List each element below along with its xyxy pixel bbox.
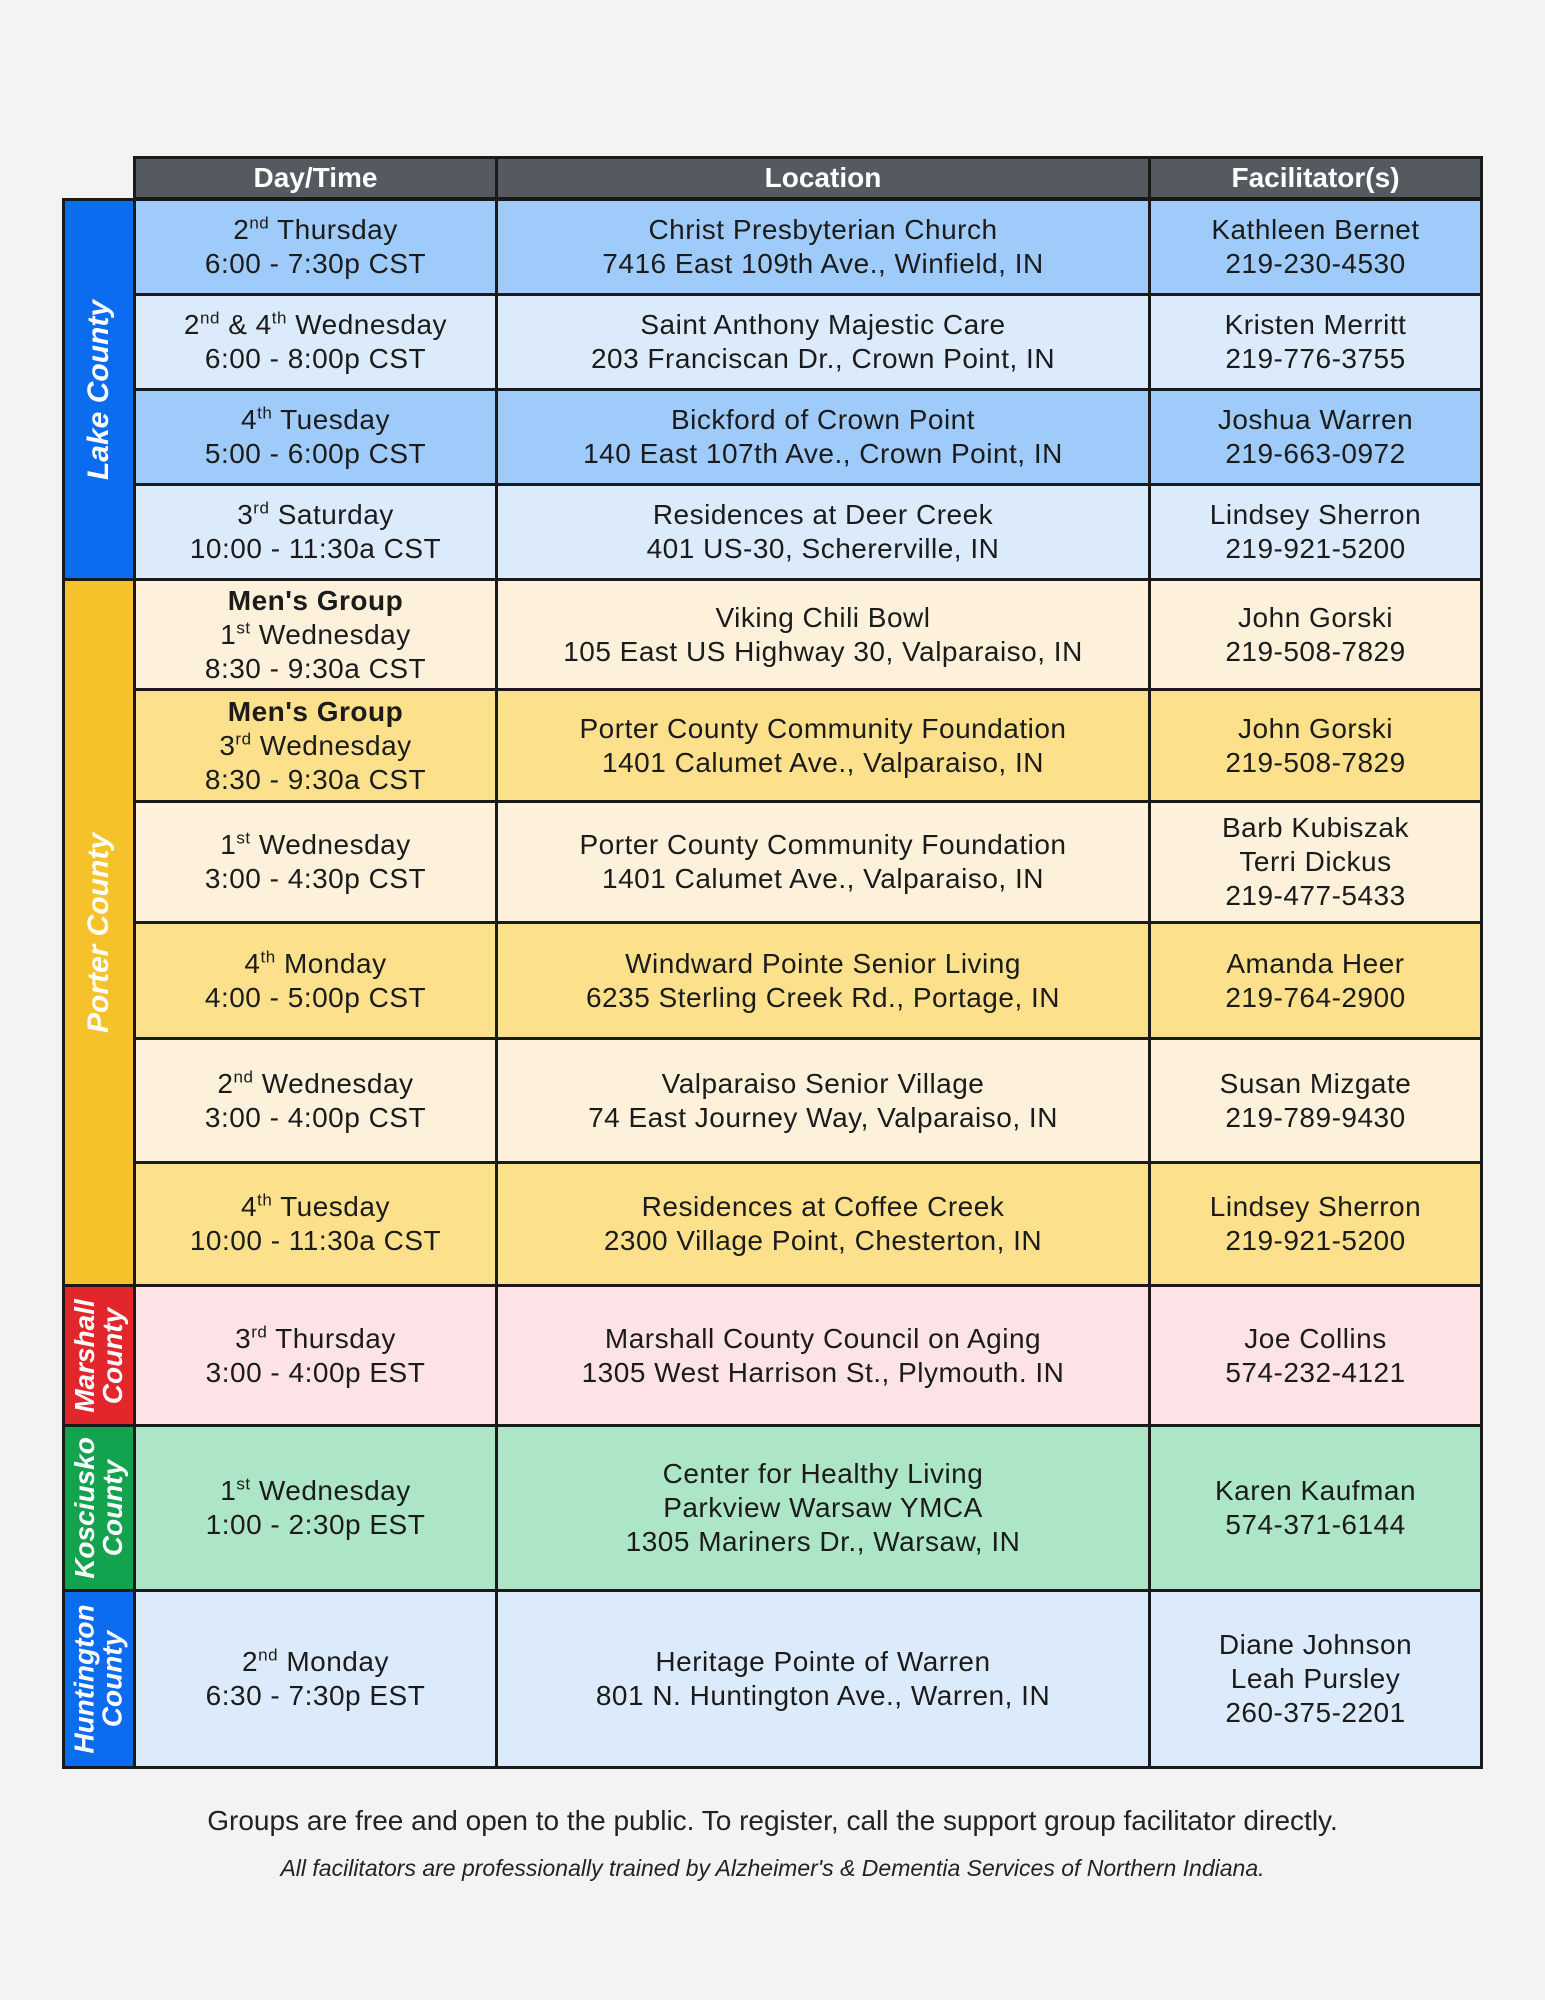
meeting-day xyxy=(233,213,398,247)
ordinal-suffix: nd xyxy=(200,308,220,328)
meeting-time: 6:30 - 7:30p EST xyxy=(205,1680,426,1711)
ordinal-suffix: rd xyxy=(251,1322,268,1342)
county-label-line: Huntington xyxy=(69,1604,100,1754)
location-cell xyxy=(495,578,1151,691)
venue-name: Center for Healthy Living xyxy=(662,1458,984,1489)
venue-name: Bickford of Crown Point xyxy=(670,404,976,435)
ordinal-suffix: th xyxy=(257,403,273,423)
facilitator-name: Karen Kaufman xyxy=(1214,1475,1417,1506)
ordinal-number: & 4 xyxy=(219,309,272,340)
ordinal-number: 2 xyxy=(242,1646,259,1677)
phone-number: 219-230-4530 xyxy=(1225,248,1406,279)
day-time-cell xyxy=(133,1161,498,1287)
meeting-time: 8:30 - 9:30a CST xyxy=(204,763,427,795)
facilitator-cell xyxy=(1148,921,1483,1040)
facilitator-cell xyxy=(1148,1284,1483,1427)
day-time-cell xyxy=(133,1284,498,1427)
phone-number: 219-508-7829 xyxy=(1225,635,1406,667)
weekday: Tuesday xyxy=(272,404,390,435)
meeting-time: 10:00 - 11:30a CST xyxy=(189,533,442,564)
phone-number: 219-663-0972 xyxy=(1225,438,1406,469)
ordinal-number: 2 xyxy=(183,309,200,340)
phone-number: 260-375-2201 xyxy=(1225,1697,1406,1728)
phone-number: 219-921-5200 xyxy=(1225,533,1406,564)
weekday: Monday xyxy=(278,1646,389,1677)
ordinal-suffix: th xyxy=(260,947,276,967)
meeting-time: 3:00 - 4:00p CST xyxy=(204,1101,427,1133)
meeting-day xyxy=(242,1645,389,1679)
day-time-cell xyxy=(133,1424,498,1592)
county-label-line: County xyxy=(97,1459,129,1557)
meeting-day xyxy=(235,1322,396,1356)
ordinal-number: 2 xyxy=(233,214,250,245)
venue-name: Saint Anthony Majestic Care xyxy=(640,309,1006,340)
meeting-day xyxy=(237,498,394,532)
footer-credit: All facilitators are professionally trained by Alzheimer's & Dementia Services of Northern Indiana. xyxy=(280,1855,1265,1881)
venue-name: Valparaiso Senior Village xyxy=(661,1067,985,1099)
venue-name: Porter County Community Foundation xyxy=(579,712,1067,744)
footer-note: Groups are free and open to the public. To register, call the support group facilitator directly. xyxy=(207,1805,1338,1836)
day-time-cell xyxy=(133,1589,498,1769)
facilitator-name: Kristen Merritt xyxy=(1224,309,1407,340)
meeting-time: 5:00 - 6:00p CST xyxy=(204,438,427,469)
day-time-cell xyxy=(133,198,498,296)
ordinal-suffix: th xyxy=(257,1190,273,1210)
venue-name: Residences at Coffee Creek xyxy=(641,1191,1005,1222)
phone-number: 219-921-5200 xyxy=(1225,1225,1406,1256)
address-line: 801 N. Huntington Ave., Warren, IN xyxy=(595,1680,1051,1711)
venue-name: Christ Presbyterian Church xyxy=(648,214,998,245)
facilitator-name: Terri Dickus xyxy=(1239,846,1392,877)
ordinal-suffix: th xyxy=(271,308,287,328)
ordinal-suffix: st xyxy=(236,618,251,638)
meeting-day xyxy=(184,308,447,342)
weekday: Wednesday xyxy=(250,618,411,650)
meeting-time: 3:00 - 4:30p CST xyxy=(204,863,427,894)
lake-county-label xyxy=(84,299,114,479)
marshall-county-label xyxy=(71,1299,127,1413)
address-line: 1305 Mariners Dr., Warsaw, IN xyxy=(625,1526,1021,1557)
venue-name: Marshall County Council on Aging xyxy=(604,1322,1042,1354)
address-line: 6235 Sterling Creek Rd., Portage, IN xyxy=(585,981,1060,1013)
location-cell xyxy=(495,483,1151,581)
ordinal-number: 3 xyxy=(235,1322,252,1354)
location-cell xyxy=(495,1161,1151,1287)
ordinal-number: 3 xyxy=(237,499,254,530)
day-time-cell xyxy=(133,293,498,391)
facilitator-name: Diane Johnson xyxy=(1218,1629,1413,1660)
facilitator-cell xyxy=(1148,293,1483,391)
day-time-cell xyxy=(133,921,498,1040)
phone-number: 219-776-3755 xyxy=(1225,343,1406,374)
porter-county-band xyxy=(62,578,136,1287)
day-time-cell xyxy=(133,1037,498,1164)
ordinal-number: 3 xyxy=(219,729,236,761)
address-line: 1401 Calumet Ave., Valparaiso, IN xyxy=(602,746,1044,778)
facilitator-cell xyxy=(1148,688,1483,803)
ordinal-suffix: rd xyxy=(253,498,270,518)
location-cell xyxy=(495,293,1151,391)
phone-number: 219-508-7829 xyxy=(1225,746,1406,778)
ordinal-suffix: st xyxy=(236,1474,251,1494)
marshall-county-band xyxy=(62,1284,136,1427)
location-cell xyxy=(495,388,1151,486)
kosciusko-county-label xyxy=(71,1437,127,1579)
day-time-cell xyxy=(133,578,498,691)
facilitator-name: Joshua Warren xyxy=(1217,404,1414,435)
location-cell xyxy=(495,1424,1151,1592)
location-cell xyxy=(495,800,1151,924)
location-cell xyxy=(495,1037,1151,1164)
phone-number: 574-232-4121 xyxy=(1225,1356,1406,1388)
location-cell xyxy=(495,1589,1151,1769)
lake-county-band xyxy=(62,198,136,581)
meeting-time: 6:00 - 7:30p CST xyxy=(204,248,427,279)
facilitator-cell xyxy=(1148,1424,1483,1592)
venue-name: Residences at Deer Creek xyxy=(652,499,994,530)
ordinal-suffix: nd xyxy=(249,213,270,233)
facilitator-cell xyxy=(1148,578,1483,691)
facilitator-name: Kathleen Bernet xyxy=(1211,214,1420,245)
weekday: Wednesday xyxy=(250,1475,411,1506)
facilitator-name: Barb Kubiszak xyxy=(1221,812,1410,843)
facilitator-cell xyxy=(1148,1589,1483,1769)
meeting-time: 6:00 - 8:00p CST xyxy=(204,343,427,374)
address-line: 74 East Journey Way, Valparaiso, IN xyxy=(588,1101,1058,1133)
location-cell xyxy=(495,1284,1151,1427)
facilitator-cell xyxy=(1148,483,1483,581)
meeting-day xyxy=(220,618,410,652)
county-label-line: Porter County xyxy=(82,832,116,1033)
facilitator-name: John Gorski xyxy=(1238,601,1393,633)
address-line: 7416 East 109th Ave., Winfield, IN xyxy=(602,248,1044,279)
facilitator-name: Lindsey Sherron xyxy=(1209,499,1422,530)
day-time-cell xyxy=(133,800,498,924)
facilitator-cell xyxy=(1148,1037,1483,1164)
huntington-county-band xyxy=(62,1589,136,1769)
meeting-day xyxy=(241,403,390,437)
venue-name: Porter County Community Foundation xyxy=(579,829,1067,860)
header-location: Location xyxy=(495,156,1151,200)
ordinal-suffix: nd xyxy=(258,1645,279,1665)
ordinal-suffix: nd xyxy=(233,1067,254,1087)
meeting-day xyxy=(220,1474,410,1508)
ordinal-number: 1 xyxy=(220,829,237,860)
county-label-line: County xyxy=(97,1307,129,1404)
ordinal-number: 4 xyxy=(241,404,258,435)
facilitator-name: John Gorski xyxy=(1238,712,1393,744)
meeting-time: 1:00 - 2:30p EST xyxy=(205,1509,426,1540)
header-facilitators: Facilitator(s) xyxy=(1148,156,1483,200)
meeting-day xyxy=(220,828,410,862)
venue-name: Viking Chili Bowl xyxy=(715,601,931,633)
venue-name: Parkview Warsaw YMCA xyxy=(663,1492,983,1523)
address-line: 1401 Calumet Ave., Valparaiso, IN xyxy=(602,863,1044,894)
address-line: 105 East US Highway 30, Valparaiso, IN xyxy=(563,635,1083,667)
meeting-time: 8:30 - 9:30a CST xyxy=(204,652,427,684)
kosciusko-county-band xyxy=(62,1424,136,1592)
phone-number: 219-789-9430 xyxy=(1225,1101,1406,1133)
facilitator-name: Leah Pursley xyxy=(1230,1663,1401,1694)
location-cell xyxy=(495,921,1151,1040)
county-label-line: County xyxy=(97,1630,128,1728)
phone-number: 219-477-5433 xyxy=(1225,880,1406,911)
weekday: Wednesday xyxy=(250,829,411,860)
day-time-cell xyxy=(133,483,498,581)
meeting-day xyxy=(241,1190,390,1224)
county-label-line: Lake County xyxy=(82,299,115,480)
meeting-day xyxy=(244,947,386,981)
weekday: Saturday xyxy=(269,499,394,530)
ordinal-suffix: st xyxy=(236,828,251,848)
header-day-time: Day/Time xyxy=(133,156,498,200)
address-line: 140 East 107th Ave., Crown Point, IN xyxy=(583,438,1063,469)
address-line: 203 Franciscan Dr., Crown Point, IN xyxy=(590,343,1056,374)
weekday: Wednesday xyxy=(286,309,448,340)
ordinal-suffix: rd xyxy=(235,729,252,749)
porter-county-label xyxy=(84,832,114,1032)
facilitator-name: Amanda Heer xyxy=(1226,947,1405,979)
facilitator-cell xyxy=(1148,198,1483,296)
location-cell xyxy=(495,688,1151,803)
weekday: Monday xyxy=(275,947,387,979)
weekday: Wednesday xyxy=(251,729,412,761)
county-label-line: Marshall xyxy=(69,1298,101,1413)
ordinal-number: 4 xyxy=(244,947,261,979)
location-cell xyxy=(495,198,1151,296)
ordinal-number: 4 xyxy=(241,1191,258,1222)
phone-number: 219-764-2900 xyxy=(1225,981,1406,1013)
day-time-cell xyxy=(133,388,498,486)
address-line: 401 US-30, Schererville, IN xyxy=(646,533,1000,564)
meeting-time: 4:00 - 5:00p CST xyxy=(204,981,427,1013)
group-type-label: Men's Group xyxy=(227,695,404,727)
huntington-county-label xyxy=(71,1604,127,1753)
address-line: 2300 Village Point, Chesterton, IN xyxy=(603,1225,1043,1256)
meeting-time: 10:00 - 11:30a CST xyxy=(189,1225,442,1256)
ordinal-number: 1 xyxy=(220,1475,237,1506)
weekday: Tuesday xyxy=(272,1191,390,1222)
meeting-day xyxy=(217,1067,413,1101)
phone-number: 574-371-6144 xyxy=(1225,1509,1406,1540)
ordinal-number: 1 xyxy=(220,618,237,650)
county-label-line: Kosciusko xyxy=(69,1437,101,1579)
weekday: Thursday xyxy=(269,214,398,245)
ordinal-number: 2 xyxy=(217,1067,234,1099)
address-line: 1305 West Harrison St., Plymouth. IN xyxy=(581,1356,1065,1388)
meeting-day xyxy=(219,729,411,763)
venue-name: Heritage Pointe of Warren xyxy=(655,1646,991,1677)
day-time-cell xyxy=(133,688,498,803)
facilitator-name: Susan Mizgate xyxy=(1219,1067,1412,1099)
facilitator-cell xyxy=(1148,800,1483,924)
venue-name: Windward Pointe Senior Living xyxy=(625,947,1021,979)
weekday: Thursday xyxy=(267,1322,396,1354)
facilitator-cell xyxy=(1148,1161,1483,1287)
facilitator-name: Joe Collins xyxy=(1244,1322,1387,1354)
weekday: Wednesday xyxy=(253,1067,414,1099)
facilitator-cell xyxy=(1148,388,1483,486)
facilitator-name: Lindsey Sherron xyxy=(1209,1191,1422,1222)
group-type-label: Men's Group xyxy=(227,584,404,616)
meeting-time: 3:00 - 4:00p EST xyxy=(205,1356,426,1388)
